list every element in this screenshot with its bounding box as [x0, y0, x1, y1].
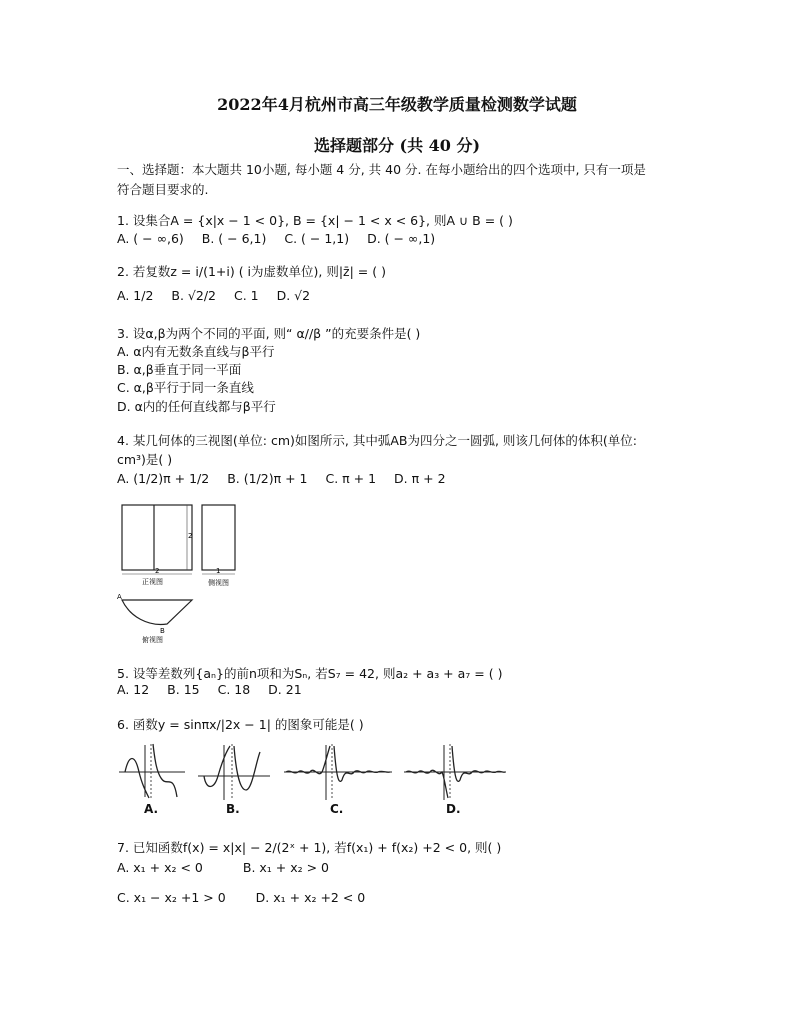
q4-stem-line-2: cm³)是( ) — [117, 452, 173, 467]
q7-option-b: B. x₁ + x₂ > 0 — [242, 860, 330, 875]
q3-option-a: A. α内有无数条直线与β平行 — [117, 344, 275, 359]
q2-stem: 2. 若复数z = i/(1+i) ( i为虚数单位), 则|z̄| = ( ) — [117, 264, 386, 279]
q5-option-c: C. 18 — [217, 682, 251, 697]
q6-label-c: C. — [330, 802, 344, 816]
top-view-caption: 俯视图 — [142, 636, 163, 644]
q1-option-a: A. ( − ∞,6) — [117, 231, 184, 246]
q6-label-a: A. — [144, 802, 159, 816]
q4-options — [117, 471, 460, 486]
q7-option-d: D. x₁ + x₂ +2 < 0 — [255, 890, 366, 905]
q6-stem: 6. 函数y = sinπx/|2x − 1| 的图象可能是( ) — [117, 717, 364, 732]
q2-option-c: C. 1 — [233, 288, 259, 303]
q1-option-b: B. ( − 6,1) — [201, 231, 267, 246]
intro-line-2: 符合题目要求的. — [117, 182, 209, 197]
q1-option-c: C. ( − 1,1) — [284, 231, 350, 246]
front-view-outline — [122, 505, 192, 570]
q2-option-d: D. √2 — [276, 288, 311, 303]
q7-options-row-1 — [117, 860, 343, 875]
front-width-label: 2 — [155, 567, 160, 575]
q4-option-c: C. π + 1 — [325, 471, 377, 486]
exam-title: 2022年4月杭州市高三年级教学质量检测数学试题 — [217, 95, 577, 114]
q4-option-d: D. π + 2 — [394, 471, 446, 486]
section-title: 选择题部分 (共 40 分) — [313, 136, 481, 155]
q6-label-d: D. — [446, 802, 461, 816]
q7-option-c: C. x₁ − x₂ +1 > 0 — [117, 890, 226, 905]
intro-line-1: 一、选择题：本大题共 10小题, 每小题 4 分, 共 40 分. 在每小题给出的四个选项中, 只有一项是 — [117, 162, 646, 177]
q4-option-a: A. (1/2)π + 1/2 — [117, 471, 210, 486]
q7-options-row-2 — [117, 890, 379, 905]
top-view-outline — [122, 600, 192, 624]
q6-graph-d — [402, 742, 508, 802]
q4-option-b: B. (1/2)π + 1 — [227, 471, 308, 486]
q6-label-b: B. — [226, 802, 240, 816]
q5-option-a: A. 12 — [117, 682, 150, 697]
q1-stem: 1. 设集合A = {x|x − 1 < 0}, B = {x| − 1 < x < 6}, 则A ∪ B = ( ) — [117, 213, 513, 228]
q3-option-c: C. α,β平行于同一条直线 — [117, 380, 254, 395]
q1-option-d: D. ( − ∞,1) — [367, 231, 436, 246]
graph-c-curve — [286, 746, 390, 781]
q2-options — [117, 288, 324, 303]
q7-option-a: A. x₁ + x₂ < 0 — [117, 860, 203, 875]
q5-stem: 5. 设等差数列{aₙ}的前n项和为Sₙ, 若S₇ = 42, 则a₂ + a₃ + a₇ = ( ) — [117, 666, 503, 681]
q3-stem: 3. 设α,β为两个不同的平面, 则“ α//β ”的充要条件是( ) — [117, 326, 421, 341]
q6-graph-a — [117, 742, 187, 802]
q2-option-b: B. √2/2 — [171, 288, 216, 303]
q5-option-d: D. 21 — [268, 682, 302, 697]
q5-options — [117, 682, 316, 697]
q4-stem-line-1: 4. 某几何体的三视图(单位: cm)如图所示, 其中弧AB为四分之一圆弧, 则该几何体的体积(单位: — [117, 433, 637, 448]
height-label: 2 — [188, 532, 193, 540]
q1-options — [117, 231, 449, 246]
q3-option-b: B. α,β垂直于同一平面 — [117, 362, 242, 377]
q6-graph-b — [196, 742, 272, 802]
q7-stem: 7. 已知函数f(x) = x|x| − 2/(2ˣ + 1), 若f(x₁) + f(x₂) +2 < 0, 则( ) — [117, 840, 502, 855]
side-view-caption: 侧视图 — [208, 579, 229, 587]
front-view-caption: 正视图 — [142, 578, 163, 586]
side-width-label: 1 — [216, 567, 221, 575]
point-a-label: A — [117, 593, 122, 601]
side-view-outline — [202, 505, 235, 570]
q5-option-b: B. 15 — [167, 682, 200, 697]
q6-graph-c — [282, 742, 394, 802]
three-view-figure — [112, 500, 252, 650]
q3-option-d: D. α内的任何直线都与β平行 — [117, 399, 276, 414]
q2-option-a: A. 1/2 — [117, 288, 154, 303]
point-b-label: B — [160, 627, 165, 635]
